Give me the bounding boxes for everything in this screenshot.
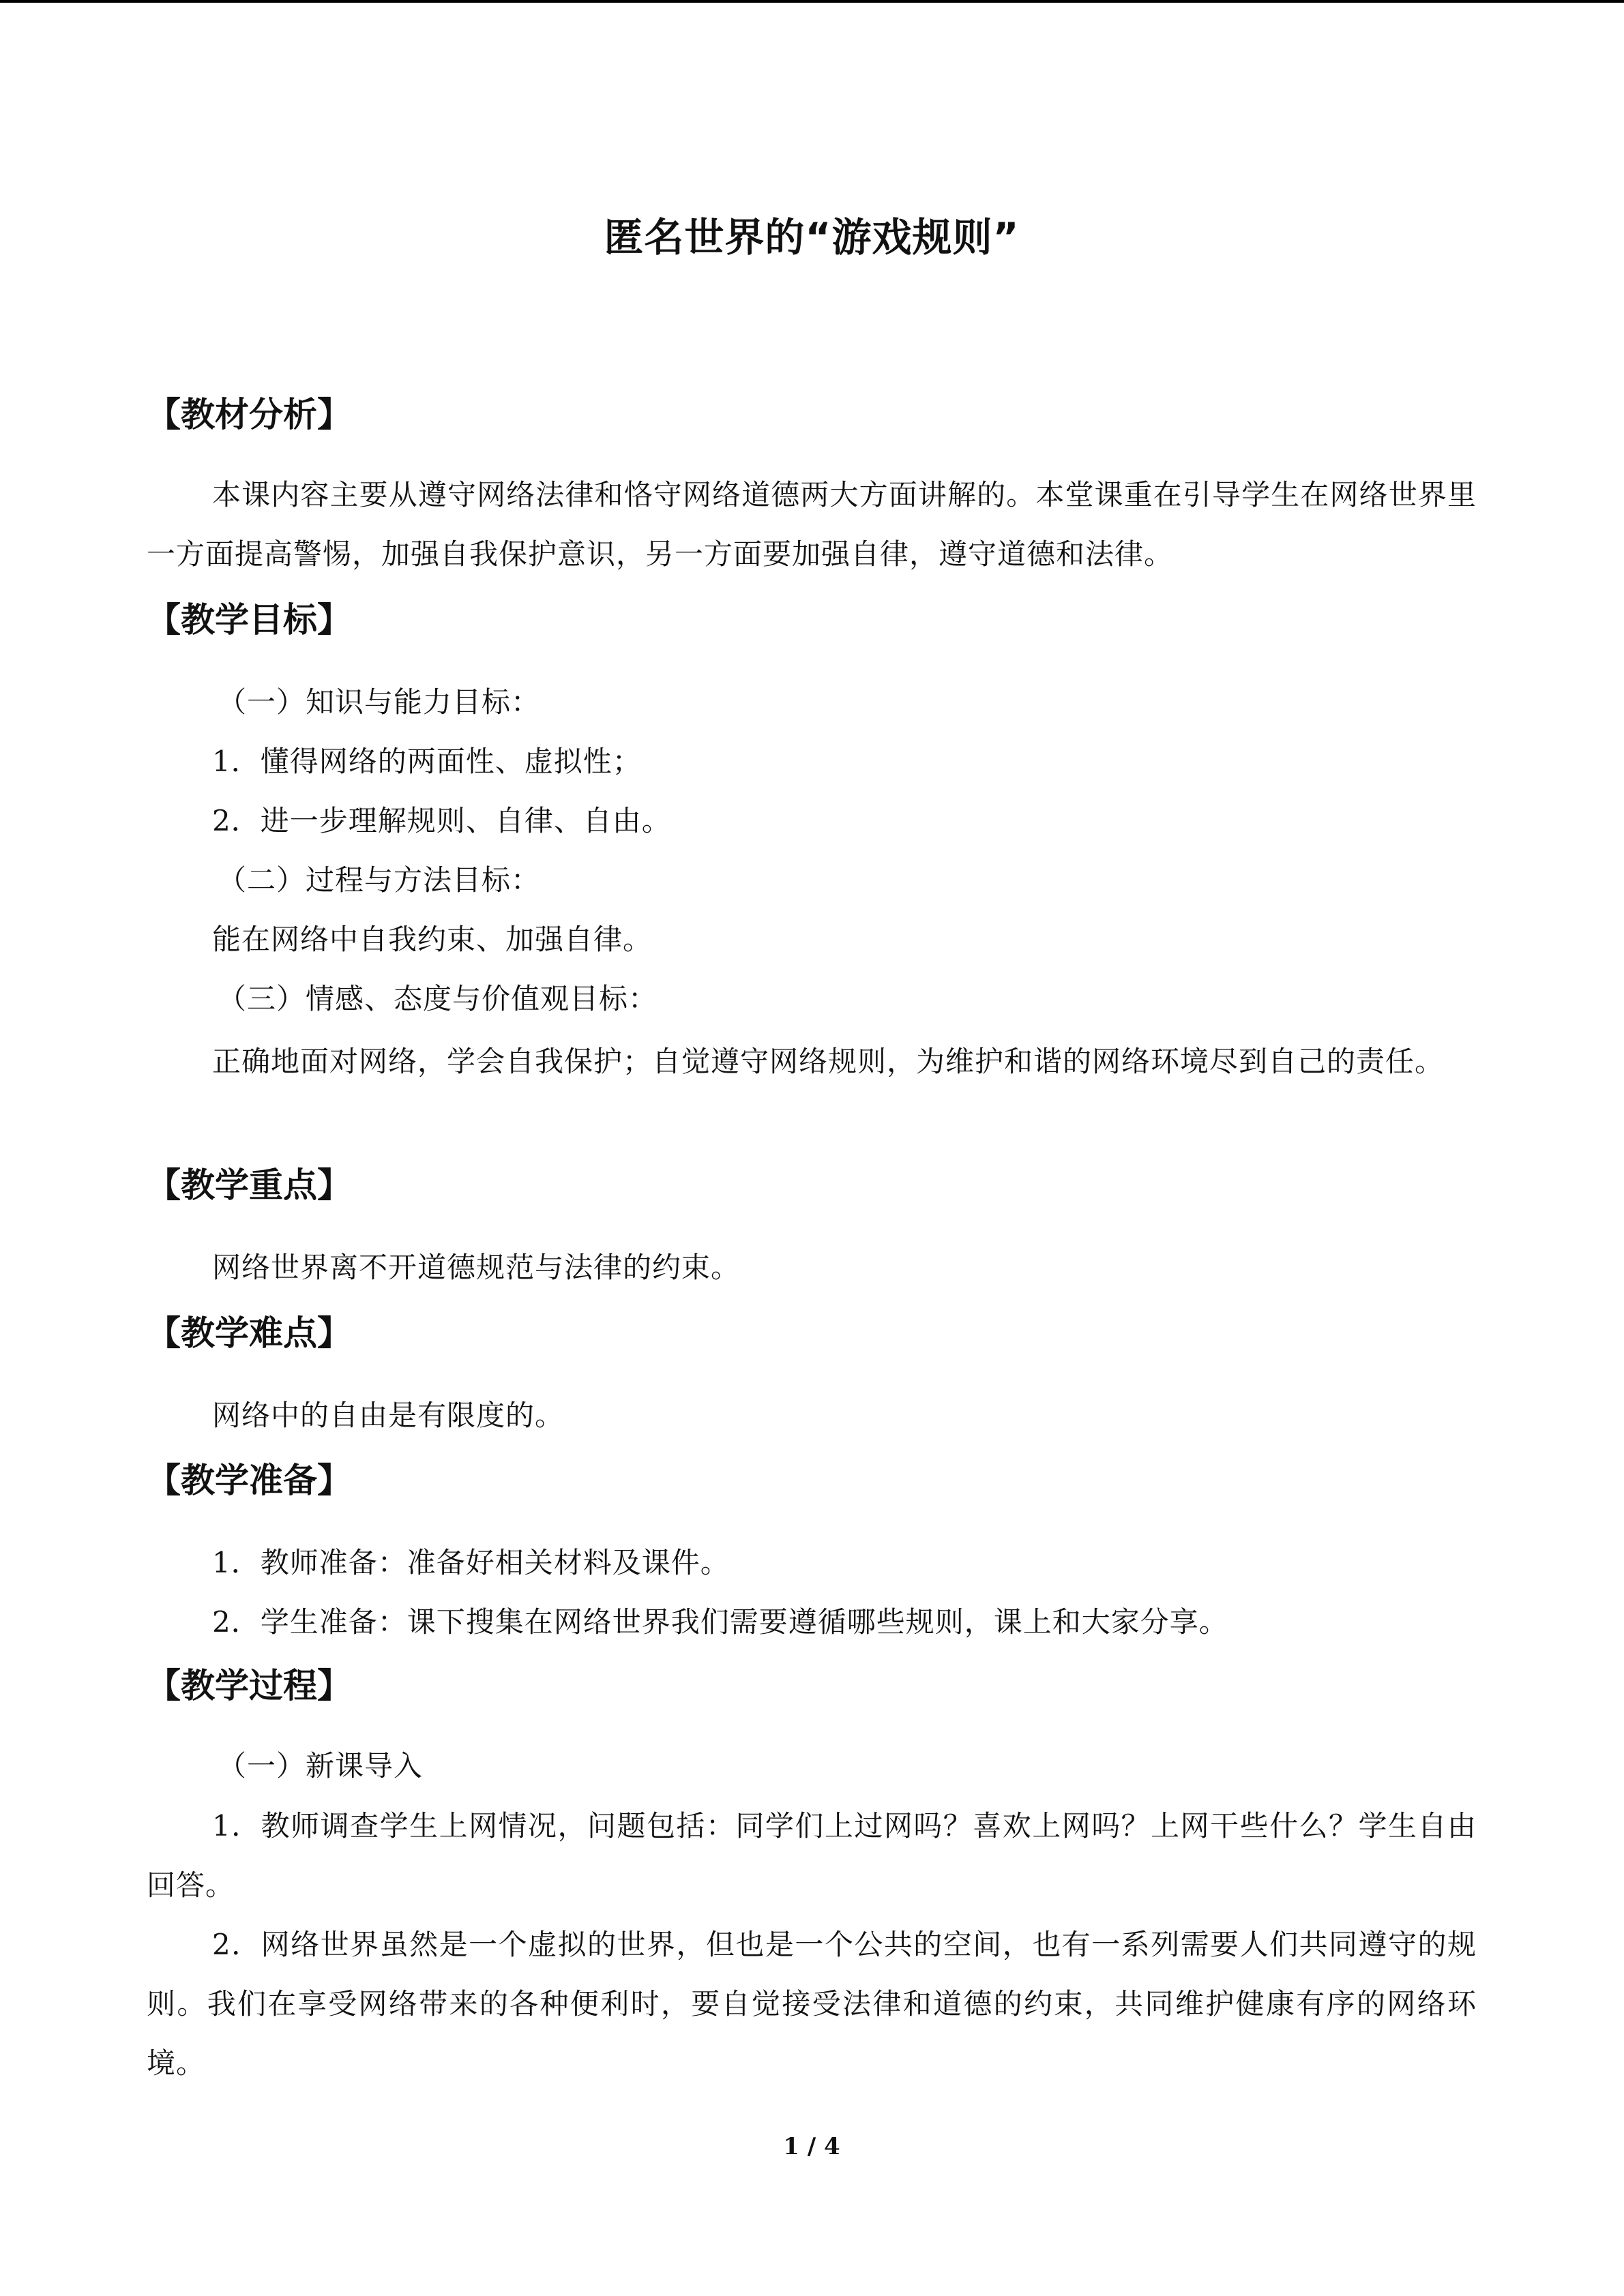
page-number: 1 / 4 — [783, 2133, 840, 2160]
difficulties-text: 网络中的自由是有限度的。 — [212, 1399, 565, 1432]
objective-process-title: （二）过程与方法目标： — [218, 863, 541, 897]
page-top-border — [0, 0, 1624, 3]
process-intro-title: （一）新课导入 — [218, 1749, 424, 1783]
heading-teaching-process: 【教学过程】 — [147, 1666, 351, 1705]
analysis-paragraph: 本课内容主要从遵守网络法律和恪守网络道德两大方面讲解的。本堂课重在引导学生在网络世界里一方面提高警惕，加强自我保护意识，另一方面要加强自律，遵守道德和法律。 — [147, 478, 1477, 571]
process-step-1: 1．教师调查学生上网情况，问题包括：同学们上过网吗？喜欢上网吗？上网干些什么？学生自由回答。 — [147, 1809, 1477, 1902]
process-step-2: 2．网络世界虽然是一个虚拟的世界，但也是一个公共的空间，也有一系列需要人们共同遵守的规则。我们在享受网络带来的各种便利时，要自觉接受法律和道德的约束，共同维护健康有序的网络环境。 — [147, 1928, 1477, 2080]
document-title: 匿名世界的“游戏规则” — [604, 214, 1020, 260]
objective-knowledge-item-1: 1．懂得网络的两面性、虚拟性； — [212, 745, 642, 778]
heading-difficulties: 【教学难点】 — [147, 1313, 351, 1353]
heading-textbook-analysis: 【教材分析】 — [147, 395, 351, 434]
objective-knowledge-title: （一）知识与能力目标： — [218, 685, 541, 719]
heading-teaching-objectives: 【教学目标】 — [147, 600, 351, 640]
objective-process-item-1: 能在网络中自我约束、加强自律。 — [212, 923, 653, 956]
objective-knowledge-item-2: 2．进一步理解规则、自律、自由。 — [212, 804, 671, 837]
heading-key-points: 【教学重点】 — [147, 1165, 351, 1205]
objective-emotion-title: （三）情感、态度与价值观目标： — [218, 982, 658, 1015]
preparation-item-2: 2．学生准备：课下搜集在网络世界我们需要遵循哪些规则，课上和大家分享。 — [212, 1605, 1228, 1639]
heading-preparation: 【教学准备】 — [147, 1461, 351, 1500]
objective-emotion-paragraph: 正确地面对网络，学会自我保护；自觉遵守网络规则，为维护和谐的网络环境尽到自己的责任。 — [212, 1045, 1445, 1078]
preparation-item-1: 1．教师准备：准备好相关材料及课件。 — [212, 1546, 730, 1579]
key-points-text: 网络世界离不开道德规范与法律的约束。 — [212, 1251, 741, 1284]
